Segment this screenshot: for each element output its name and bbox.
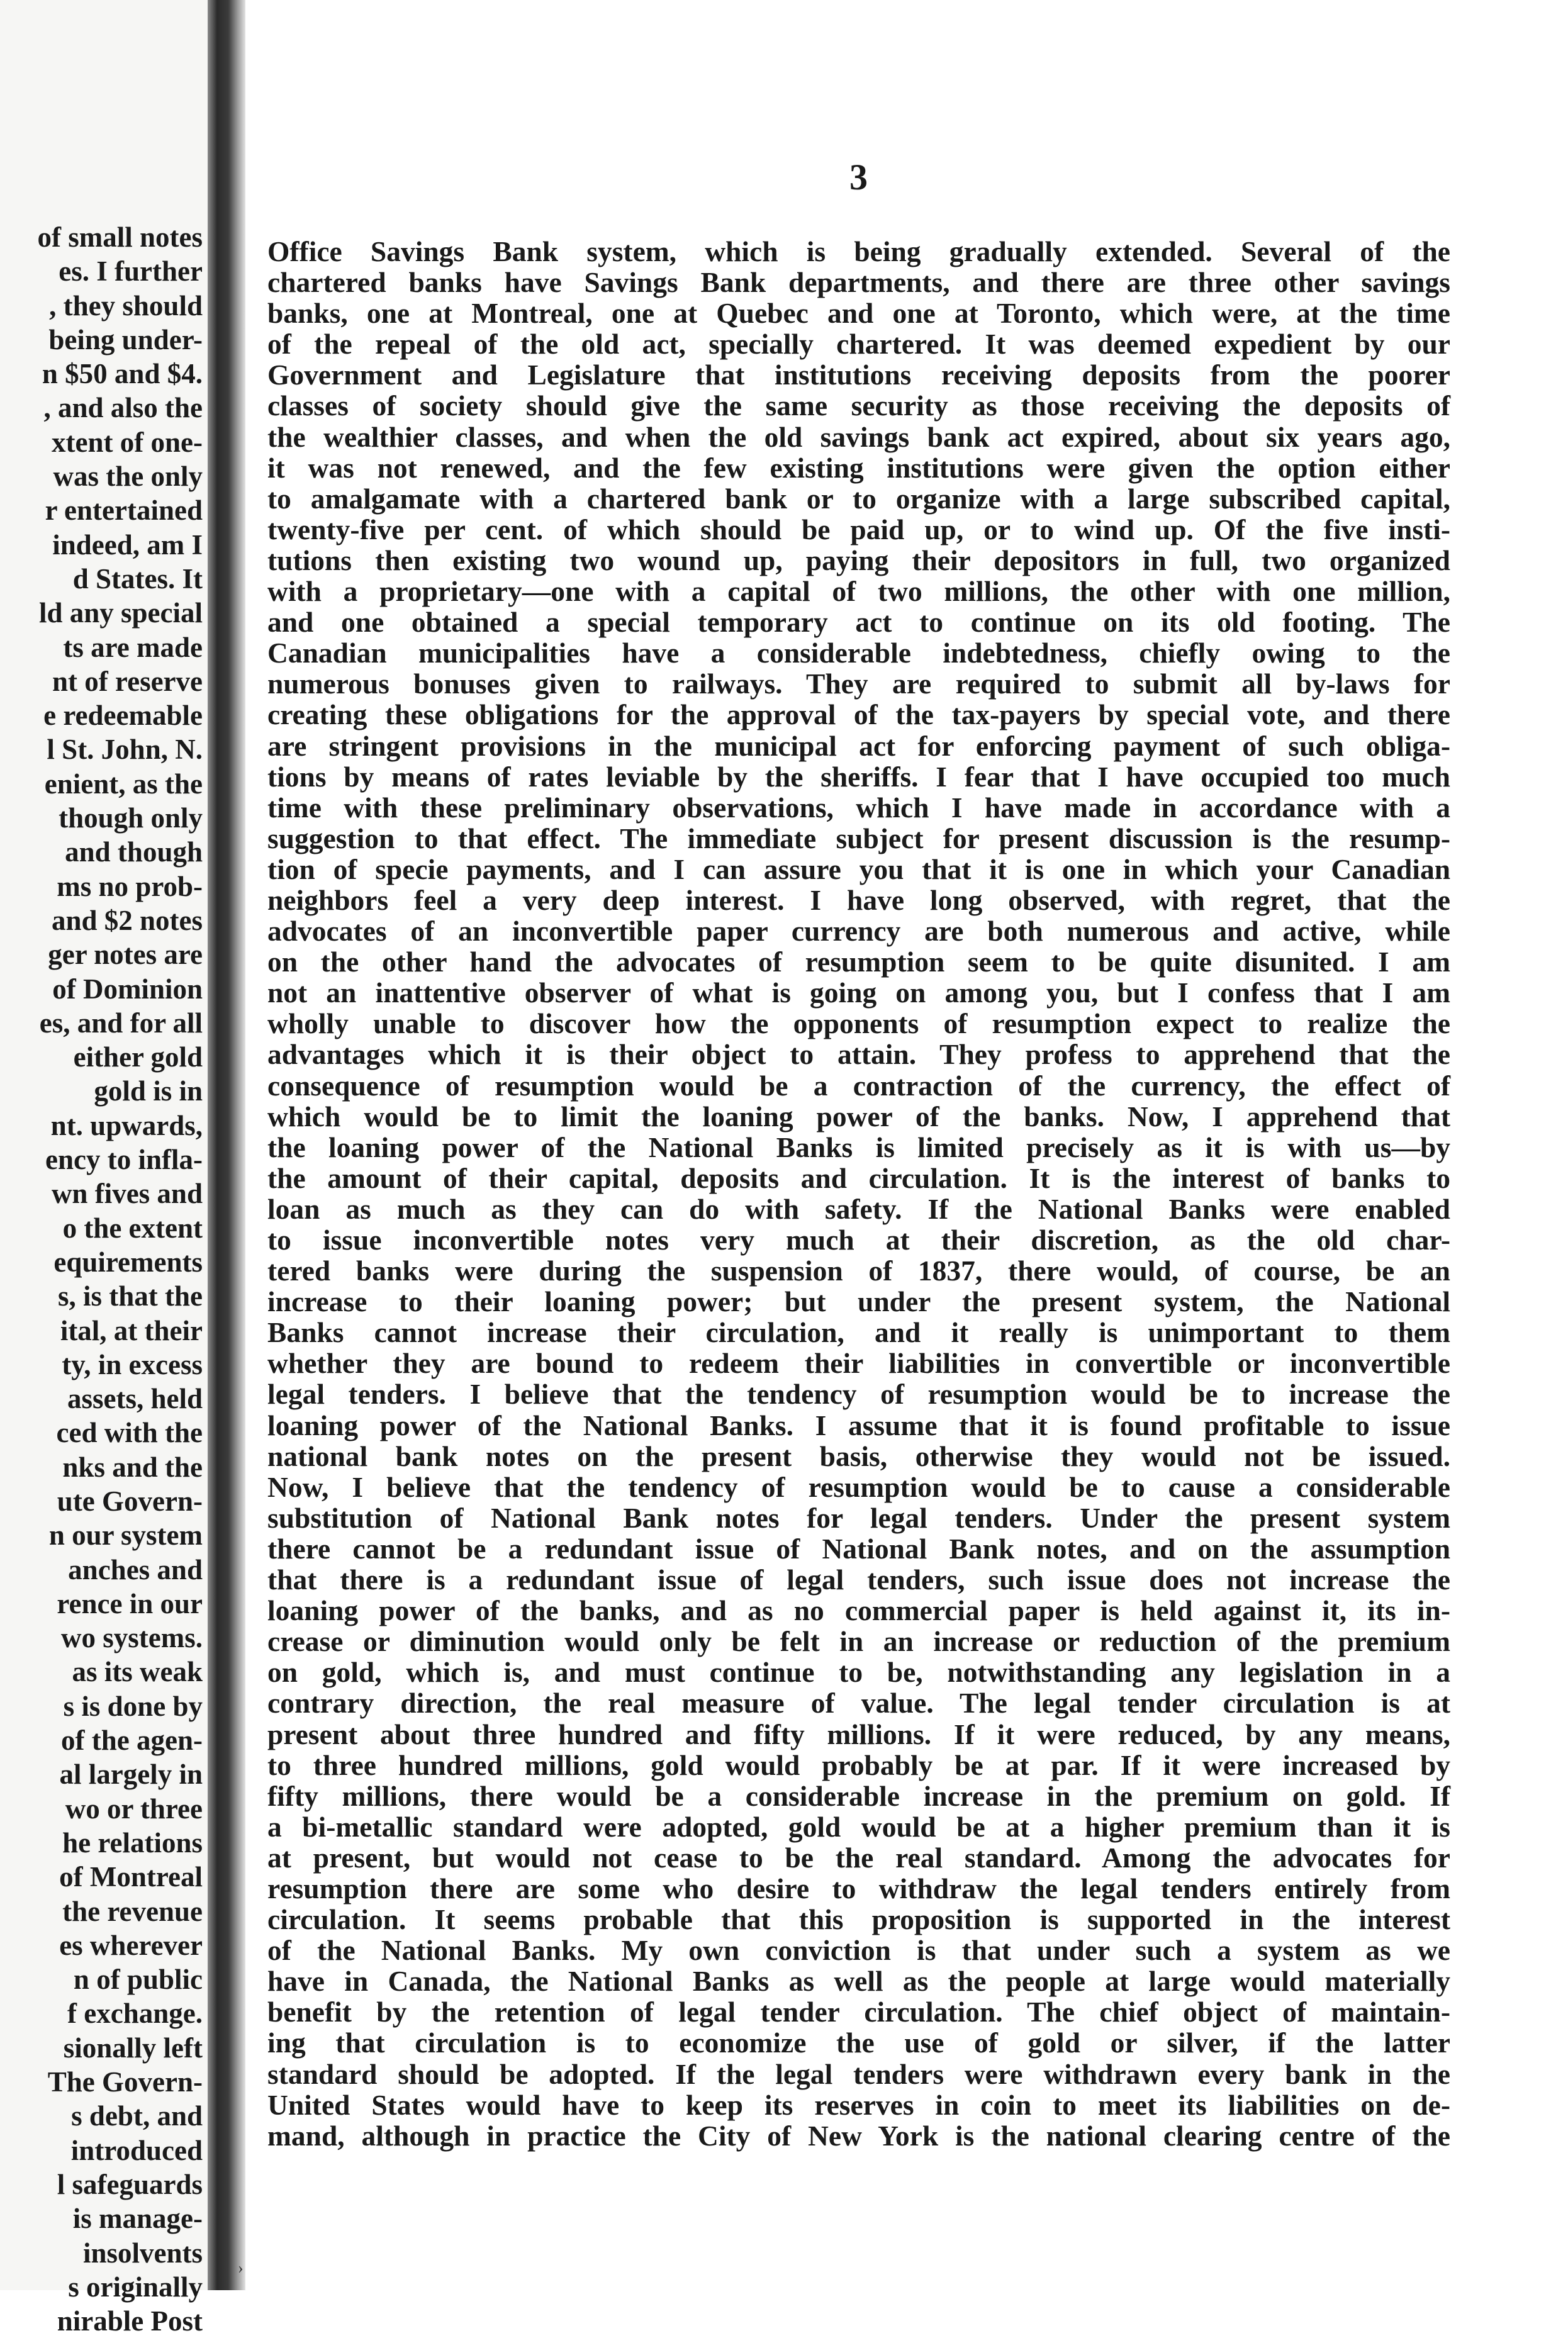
- fragment-line: s is done by: [63, 1690, 203, 1722]
- text-line: not an inattentive observer of what is going on among you, but I confess that I am: [267, 976, 1450, 1009]
- text-line: Canadian municipalities have a considerable indebtedness, chiefly owing to the: [267, 637, 1450, 669]
- book-gutter: [208, 0, 245, 2290]
- text-line: classes of society should give the same security as those receiving the deposits of: [267, 389, 1450, 422]
- fragment-line: being under-: [48, 323, 203, 355]
- text-line: ing that circulation is to economize the use of gold or silver, if the latter: [267, 2027, 1450, 2059]
- text-line: neighbors feel a very deep interest. I have long observed, with regret, that the: [267, 883, 1450, 916]
- fragment-line: anches and: [68, 1553, 203, 1586]
- text-line: loaning power of the National Banks. I assume that it is found profitable to issue: [267, 1409, 1450, 1441]
- fragment-line: of Dominion: [52, 973, 203, 1005]
- fragment-line: insolvents: [82, 2237, 203, 2269]
- text-line: benefit by the retention of legal tender circulation. The chief object of maintain-: [267, 1996, 1450, 2028]
- body-text: [267, 236, 1450, 2151]
- fragment-line: es. I further: [59, 255, 203, 288]
- text-line: United States would have to keep its reserves in coin to meet its liabilities on de-: [267, 2088, 1450, 2121]
- text-line: whether they are bound to redeem their liabilities in convertible or inconvertible: [267, 1347, 1450, 1380]
- text-line: there cannot be a redundant issue of National Bank notes, and on the assumption: [267, 1532, 1450, 1565]
- text-line: to three hundred millions, gold would probably be at par. If it were increased by: [267, 1748, 1450, 1781]
- text-line: and one obtained a special temporary act to continue on its old footing. The: [267, 606, 1450, 639]
- fragment-line: of the agen-: [61, 1725, 203, 1757]
- fragment-line: assets, held: [67, 1383, 203, 1415]
- fragment-line: f exchange.: [67, 1998, 203, 2030]
- fragment-line: s originally: [68, 2271, 203, 2303]
- text-line: on gold, which is, and must continue to be, notwithstanding any legislation in a: [267, 1656, 1450, 1689]
- fragment-line: equirements: [53, 1246, 203, 1278]
- fragment-line: ld any special: [38, 597, 203, 629]
- fragment-line: as its weak: [72, 1656, 203, 1688]
- text-line: banks, one at Montreal, one at Quebec and one at Toronto, which were, at the time: [267, 297, 1450, 330]
- text-line: loaning power of the banks, and as no commercial paper is held against it, its in-: [267, 1594, 1450, 1627]
- text-line: numerous bonuses given to railways. They are required to submit all by-laws for: [267, 668, 1450, 700]
- fragment-line: sionally left: [63, 2032, 203, 2064]
- text-line: advocates of an inconvertible paper currency are both numerous and active, while: [267, 915, 1450, 948]
- text-line: the amount of their capital, deposits and circulation. It is the interest of banks to: [267, 1161, 1450, 1194]
- fragment-line: and $2 notes: [51, 904, 203, 936]
- text-line: contrary direction, the real measure of value. The legal tender circulation is at: [267, 1687, 1450, 1720]
- fragment-line: enient, as the: [44, 768, 203, 800]
- fragment-line: es wherever: [59, 1929, 203, 1961]
- fragment-line: he relations: [62, 1826, 203, 1859]
- text-line: legal tenders. I believe that the tendency of resumption would be to increase the: [267, 1378, 1450, 1411]
- fragment-line: The Govern-: [47, 2066, 203, 2098]
- text-line: wholly unable to discover how the opponents of resumption expect to realize the: [267, 1007, 1450, 1040]
- text-line: with a proprietary—one with a capital of two millions, the other with one million,: [267, 575, 1450, 608]
- fragment-line: ency to infla-: [45, 1144, 203, 1176]
- bottom-mark: ›: [238, 2259, 244, 2277]
- text-line: twenty-five per cent. of which should be paid up, or to wind up. Of the five insti-: [267, 513, 1450, 545]
- text-line: to amalgamate with a chartered bank or to organize with a large subscribed capital,: [267, 482, 1450, 515]
- fragment-line: nt. upwards,: [50, 1109, 203, 1141]
- text-line: Government and Legislature that institutions receiving deposits from the poorer: [267, 359, 1450, 391]
- text-line: tered banks were during the suspension of 1837, there would, of course, be an: [267, 1255, 1450, 1287]
- text-line: standard should be adopted. If the legal tenders were withdrawn every bank in the: [267, 2057, 1450, 2090]
- fragment-line: gold is in: [94, 1075, 203, 1107]
- fragment-line: o the extent: [62, 1212, 203, 1244]
- fragment-line: xtent of one-: [52, 426, 203, 458]
- fragment-line: n our system: [48, 1519, 203, 1552]
- previous-page-text-column: [0, 220, 203, 2338]
- text-line: tions by means of rates leviable by the sheriffs. I fear that I have occupied too much: [267, 760, 1450, 793]
- fragment-line: es, and for all: [39, 1007, 203, 1039]
- fragment-line: wn fives and: [51, 1178, 203, 1210]
- fragment-line: s debt, and: [71, 2100, 203, 2132]
- fragment-line: nks and the: [62, 1451, 203, 1483]
- fragment-line: is manage-: [72, 2203, 203, 2235]
- fragment-line: indeed, am I: [52, 529, 203, 561]
- text-line: crease or diminution would only be felt in an increase or reduction of the premium: [267, 1625, 1450, 1658]
- fragment-line: ced with the: [56, 1417, 203, 1449]
- text-line: present about three hundred and fifty millions. If it were reduced, by any means,: [267, 1718, 1450, 1750]
- text-line: time with these preliminary observations, which I have made in accordance with a: [267, 791, 1450, 824]
- fragment-line: the revenue: [62, 1895, 203, 1927]
- text-line: substitution of National Bank notes for legal tenders. Under the present system: [267, 1501, 1450, 1534]
- text-line: increase to their loaning power; but under the present system, the National: [267, 1285, 1450, 1318]
- fragment-line: al largely in: [59, 1759, 203, 1791]
- fragment-line: either gold: [73, 1041, 203, 1073]
- fragment-line: l St. John, N.: [47, 734, 203, 766]
- fragment-line: , and also the: [43, 392, 203, 424]
- text-line: at present, but would not cease to be the real standard. Among the advocates for: [267, 1841, 1450, 1874]
- fragment-line: ms no prob-: [57, 870, 203, 902]
- text-line: tion of specie payments, and I can assure you that it is one in which your Canadian: [267, 853, 1450, 885]
- fragment-line: ts are made: [63, 631, 203, 663]
- fragment-line: s, is that the: [57, 1280, 203, 1312]
- text-line: resumption there are some who desire to withdraw the legal tenders entirely from: [267, 1872, 1450, 1905]
- text-line: a bi-metallic standard were adopted, gold would be at a higher premium than it is: [267, 1810, 1450, 1843]
- fragment-line: rence in our: [57, 1587, 203, 1619]
- fragment-line: wo systems.: [61, 1622, 203, 1654]
- text-line: it was not renewed, and the few existing institutions were given the option either: [267, 451, 1450, 484]
- text-line: mand, although in practice the City of New York is the national clearing centre of the: [267, 2119, 1450, 2152]
- text-line: Now, I believe that the tendency of resumption would be to cause a considerable: [267, 1470, 1450, 1503]
- text-line: the wealthier classes, and when the old savings bank act expired, about six years ago,: [267, 420, 1450, 453]
- fragment-line: nirable Post: [57, 2305, 203, 2337]
- fragment-line: r entertained: [45, 495, 203, 527]
- text-line: the loaning power of the National Banks is limited precisely as it is with us—by: [267, 1131, 1450, 1163]
- page-number: 3: [849, 157, 868, 198]
- text-line: of the National Banks. My own conviction is that under such a system as we: [267, 1934, 1450, 1967]
- fragment-line: though only: [59, 802, 203, 834]
- text-line: Office Savings Bank system, which is being gradually extended. Several of the: [267, 235, 1450, 267]
- text-line: are stringent provisions in the municipal act for enforcing payment of such obliga-: [267, 729, 1450, 762]
- fragment-line: n $50 and $4.: [42, 358, 203, 390]
- fragment-line: l safeguards: [57, 2168, 203, 2200]
- fragment-line: of small notes: [37, 221, 203, 253]
- text-line: have in Canada, the National Banks as well as the people at large would materially: [267, 1965, 1450, 1998]
- fragment-line: n of public: [73, 1964, 203, 1996]
- text-line: chartered banks have Savings Bank departments, and there are three other savings: [267, 266, 1450, 299]
- text-line: circulation. It seems probable that this proposition is supported in the interest: [267, 1903, 1450, 1936]
- text-line: of the repeal of the old act, specially chartered. It was deemed expedient by our: [267, 328, 1450, 361]
- text-line: advantages which it is their object to attain. They profess to apprehend that the: [267, 1038, 1450, 1071]
- text-line: that there is a redundant issue of legal tenders, such issue does not increase the: [267, 1563, 1450, 1596]
- fragment-line: wo or three: [65, 1793, 203, 1825]
- fragment-line: e redeemable: [43, 700, 203, 732]
- fragment-line: ute Govern-: [57, 1485, 203, 1517]
- fragment-line: ital, at their: [60, 1314, 203, 1346]
- text-line: to issue inconvertible notes very much at their discretion, as the old char-: [267, 1224, 1450, 1256]
- fragment-line: introduced: [70, 2134, 203, 2166]
- text-line: which would be to limit the loaning power of the banks. Now, I apprehend that: [267, 1100, 1450, 1133]
- text-line: Banks cannot increase their circulation, and it really is unimportant to them: [267, 1316, 1450, 1349]
- text-line: suggestion to that effect. The immediate subject for present discussion is the resump-: [267, 822, 1450, 854]
- fragment-line: , they should: [49, 289, 203, 322]
- text-line: loan as much as they can do with safety. If the National Banks were enabled: [267, 1192, 1450, 1225]
- text-line: national bank notes on the present basis, otherwise they would not be issued.: [267, 1440, 1450, 1472]
- fragment-line: and though: [65, 836, 203, 868]
- fragment-line: ty, in excess: [62, 1348, 203, 1380]
- text-line: on the other hand the advocates of resumption seem to be quite disunited. I am: [267, 946, 1450, 978]
- text-line: creating these obligations for the approval of the tax-payers by special vote, and there: [267, 698, 1450, 731]
- fragment-line: of Montreal: [59, 1861, 203, 1893]
- previous-page-fragment: [0, 0, 208, 2337]
- fragment-line: d States. It: [72, 562, 203, 595]
- fragment-line: ger notes are: [48, 939, 203, 971]
- fragment-line: nt of reserve: [52, 665, 203, 697]
- fragment-line: was the only: [53, 461, 203, 493]
- text-line: tutions then existing two wound up, paying their depositors in full, two organized: [267, 544, 1450, 576]
- text-line: fifty millions, there would be a considerable increase in the premium on gold. If: [267, 1779, 1450, 1812]
- text-line: consequence of resumption would be a contraction of the currency, the effect of: [267, 1069, 1450, 1102]
